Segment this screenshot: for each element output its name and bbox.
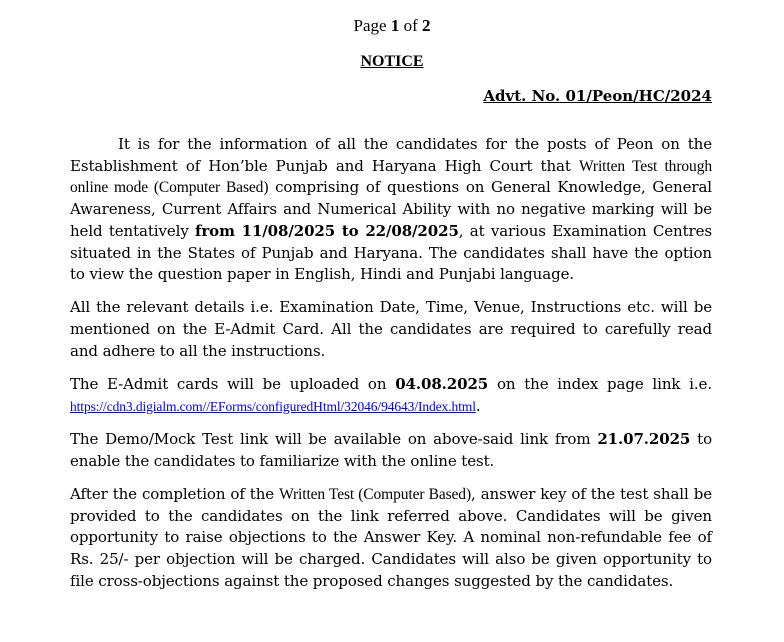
p1-text-1: It is for the information of all the candidates for the posts of Peon on the Establishment of Hon’ble Punjab and Haryana High Court that: [70, 135, 712, 175]
p1-exam-dates: from 11/08/2025 to 22/08/2025: [195, 221, 459, 240]
page-counter-current: 1: [390, 16, 400, 35]
p4-mock-test-date: 21.07.2025: [597, 429, 691, 448]
paragraph-exam-schedule: [70, 134, 712, 286]
paragraph-admit-card-upload: [70, 374, 712, 417]
p3-text-1: The E-Admit cards will be uploaded on: [70, 375, 396, 394]
notice-heading: NOTICE: [360, 53, 424, 70]
page-counter-prefix: Page: [353, 16, 391, 35]
advertisement-number: Advt. No. 01/Peon/HC/2024: [483, 87, 712, 105]
p3-text-3: .: [475, 396, 481, 415]
page-counter: [0, 16, 784, 36]
notice-body: [70, 134, 712, 604]
paragraph-answer-key: [70, 484, 712, 593]
index-page-link[interactable]: https://cdn3.digialm.com//EForms/configuredHtml/32046/94643/Index.html: [70, 398, 476, 414]
p5-written-test-phrase: Written Test (Computer Based): [279, 485, 472, 503]
p5-text-2: , answer key of the test shall be provided to the candidates on the link referred above. Candidates will be given opportunity to raise objections to the Answer Key. A nominal non-refundable fee of Rs. 25/- per objection will be charged. Candidates will also be given opportunity to file cross-objections against the proposed changes suggested by the candidates.: [70, 484, 712, 590]
p3-text-2: on the index page link i.e.: [488, 375, 712, 394]
p5-text-1: After the completion of the: [70, 484, 280, 503]
page-counter-total: 2: [421, 16, 431, 35]
paragraph-mock-test: [70, 429, 712, 472]
paragraph-admit-card-details: [70, 297, 712, 362]
p4-text-2: to enable the candidates to familiarize with the online test.: [70, 429, 713, 470]
p1-text-2: comprising of questions on General Knowledge, General Awareness, Current Affairs and Numerical Ability with no negative marking will be held tentatively: [70, 178, 712, 240]
page-counter-middle: of: [399, 16, 422, 35]
p1-text-3: , at various Examination Centres situated in the States of Punjab and Haryana. The candidates shall have the option to view the question paper in English, Hindi and Punjabi language.: [70, 221, 712, 284]
p4-text-1: The Demo/Mock Test link will be available on above-said link from: [70, 429, 598, 448]
p2-text: All the relevant details i.e. Examination Date, Time, Venue, Instructions etc. will be mentioned on the E-Admit Card. All the candidates are required to carefully read and adhere to all the instructions.: [70, 298, 712, 360]
p3-upload-date: 04.08.2025: [395, 375, 489, 394]
p1-written-test-phrase: Written Test through online mode (Computer Based): [70, 157, 712, 197]
